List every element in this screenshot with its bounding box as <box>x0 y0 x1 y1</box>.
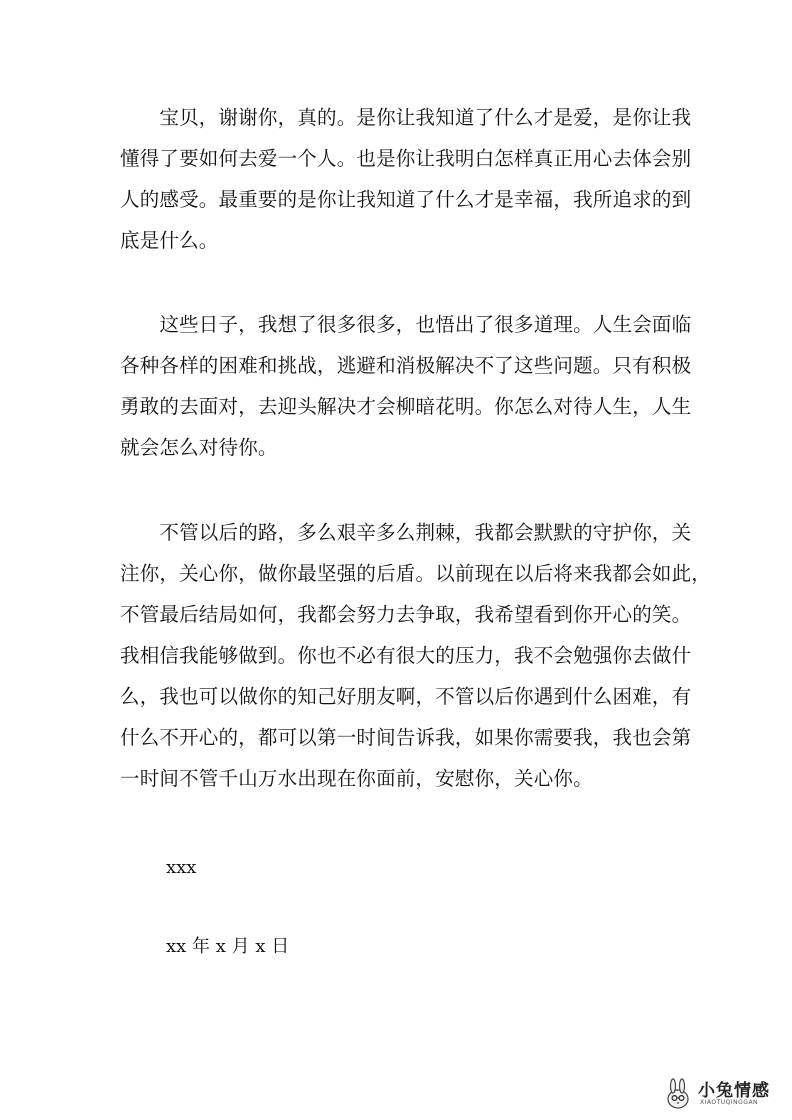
text-line: 懂得了要如何去爱一个人。也是你让我明白怎样真正用心去体会别 <box>120 147 692 170</box>
text-line: 各种各样的困难和挑战，逃避和消极解决不了这些问题。只有积极 <box>120 354 692 377</box>
text-line: 不管最后结局如何，我都会努力去争取，我希望看到你开心的笑。 <box>120 603 692 626</box>
watermark-logo <box>662 1076 782 1112</box>
text-line: 勇敢的去面对，去迎头解决才会柳暗花明。你怎么对待人生，人生 <box>120 395 692 418</box>
text-line: 么，我也可以做你的知己好朋友啊，不管以后你遇到什么困难，有 <box>120 685 692 708</box>
rabbit-icon <box>662 1078 694 1110</box>
text-line: 我相信我能够做到。你也不必有很大的压力，我不会勉强你去做什 <box>120 644 692 667</box>
signature-date: xx 年 x 月 x 日 <box>166 936 290 957</box>
text-line: 注你，关心你，做你最坚强的后盾。以前现在以后将来我都会如此， <box>120 562 712 585</box>
text-line: 底是什么。 <box>120 229 219 252</box>
text-line: 人的感受。最重要的是你让我知道了什么才是幸福，我所追求的到 <box>120 188 692 211</box>
signature-name: xxx <box>166 857 197 878</box>
text-line: 就会怎么对待你。 <box>120 436 278 459</box>
text-line: 宝贝，谢谢你，真的。是你让我知道了什么才是爱，是你让我 <box>120 106 692 129</box>
text-line: 这些日子，我想了很多很多，也悟出了很多道理。人生会面临 <box>120 313 692 336</box>
text-line: 不管以后的路，多么艰辛多么荆棘，我都会默默的守护你，关 <box>120 521 692 544</box>
watermark-subtitle: XIAOTUQINGGAN <box>700 1099 759 1106</box>
text-line: 一时间不管千山万水出现在你面前，安慰你，关心你。 <box>120 767 593 790</box>
watermark-title: 小兔情感 <box>698 1081 770 1101</box>
text-line: 什么不开心的，都可以第一时间告诉我，如果你需要我，我也会第 <box>120 726 692 749</box>
